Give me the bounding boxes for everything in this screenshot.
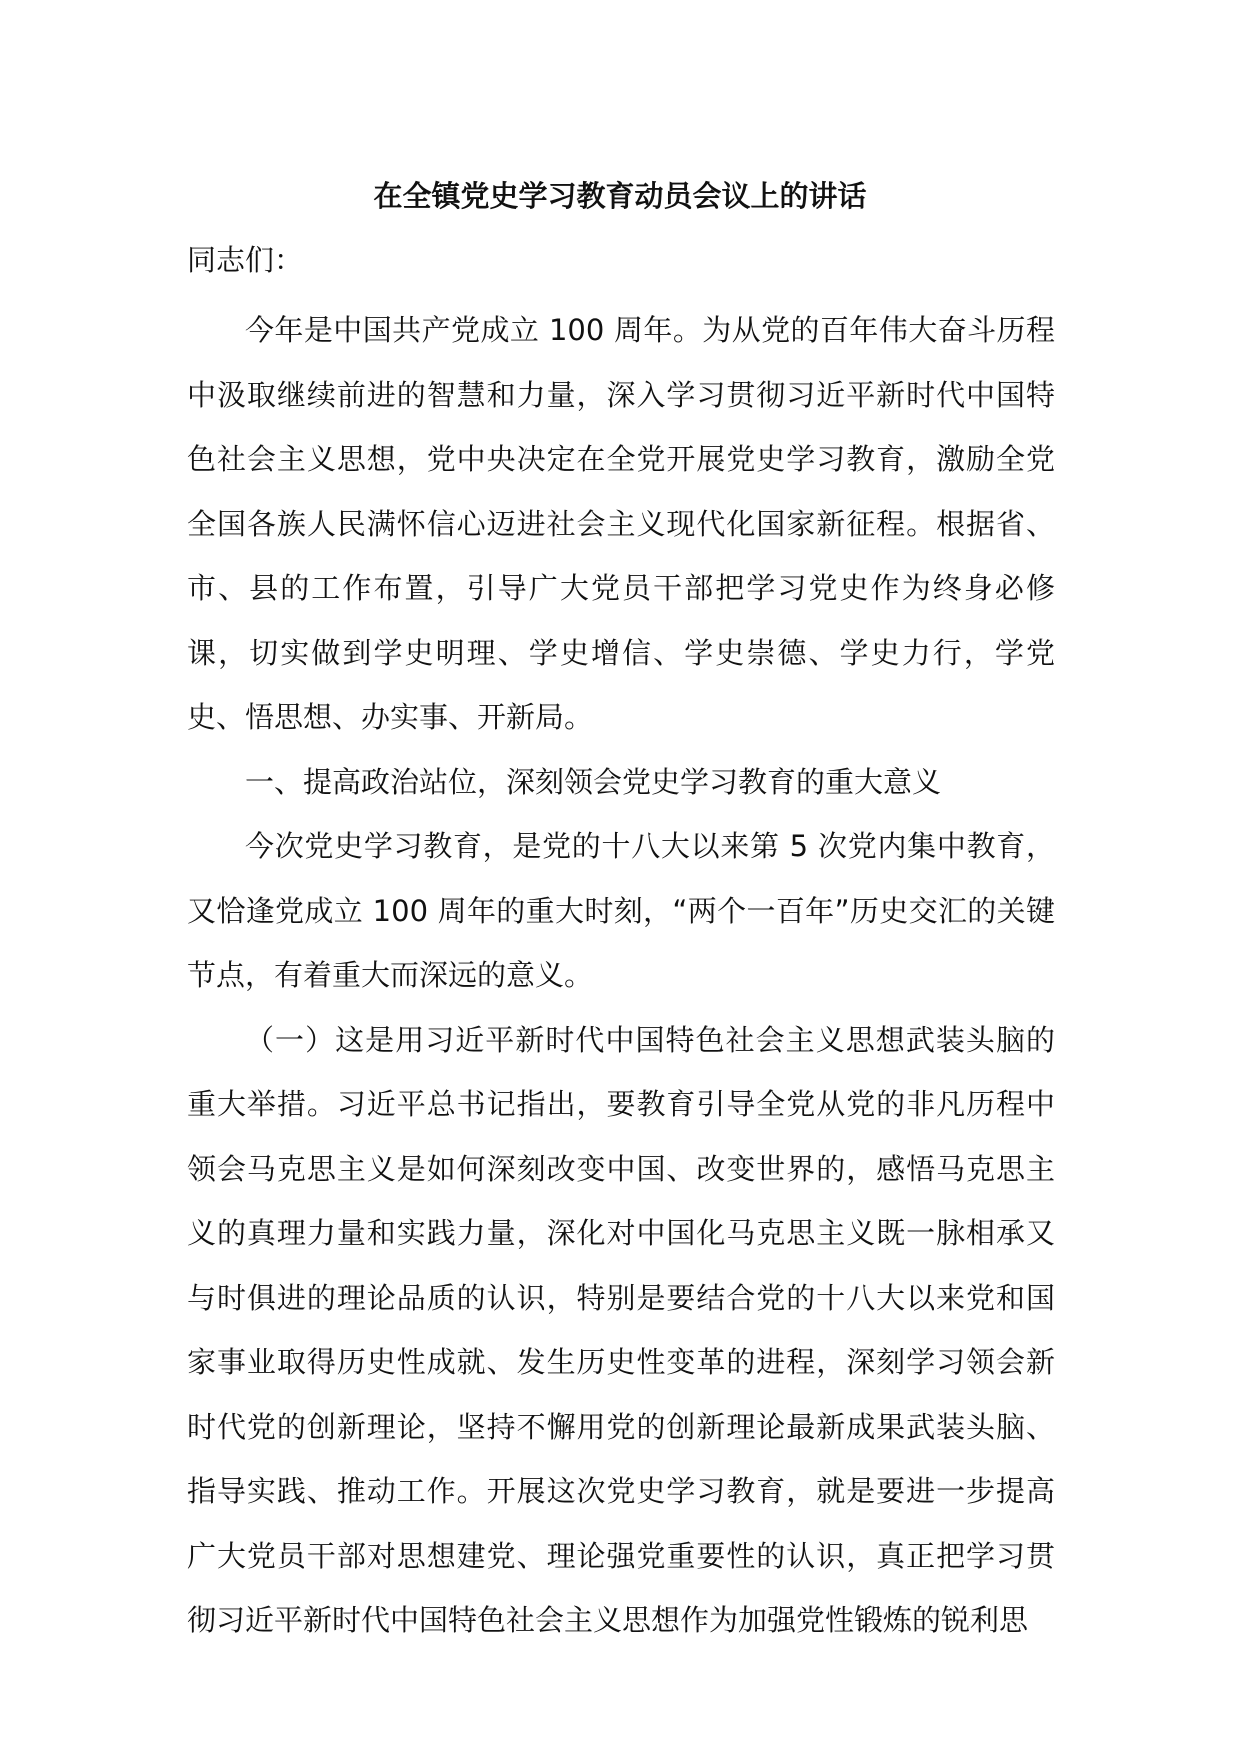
paragraph-significance: 今次党史学习教育，是党的十八大以来第 5 次党内集中教育，又恰逢党成立 100 周年的重大时刻，“两个一百年”历史交汇的关键节点，有着重大而深远的意义。 xyxy=(187,829,1055,992)
document-title: 在全镇党史学习教育动员会议上的讲话 xyxy=(373,179,867,213)
paragraph-intro: 今年是中国共产党成立 100 周年。为从党的百年伟大奋斗历程中汲取继续前进的智慧和力量，深入学习贯彻习近平新时代中国特色社会主义思想，党中央决定在全党开展党史学习教育，激励全党全国各族人民满怀信心迈进社会主义现代化国家新征程。根据省、市、县的工作布置，引导广大党员干部把学习党史作为终身必修课，切实做到学史明理、学史增信、学史崇德、学史力行，学党史、悟思想、办实事、开新局。 xyxy=(187,313,1055,734)
salutation: 同志们： xyxy=(187,243,304,277)
paragraph-point-one: （一）这是用习近平新时代中国特色社会主义思想武装头脑的重大举措。习近平总书记指出，要教育引导全党从党的非凡历程中领会马克思主义是如何深刻改变中国、改变世界的，感悟马克思主义的真理力量和实践力量，深化对中国化马克思主义既一脉相承又与时俱进的理论品质的认识，特别是要结合党的十八大以来党和国家事业取得历史性成就、发生历史性变革的进程，深刻学习领会新时代党的创新理论，坚持不懈用党的创新理论最新成果武装头脑、指导实践、推动工作。开展这次党史学习教育，就是要进一步提高广大党员干部对思想建党、理论强党重要性的认识，真正把学习贯彻习近平新时代中国特色社会主义思想作为加强党性锻炼的锐利思 xyxy=(187,1022,1055,1637)
section-heading: 一、提高政治站位，深刻领会党史学习教育的重大意义 xyxy=(245,764,942,799)
document-body xyxy=(187,298,1055,1653)
